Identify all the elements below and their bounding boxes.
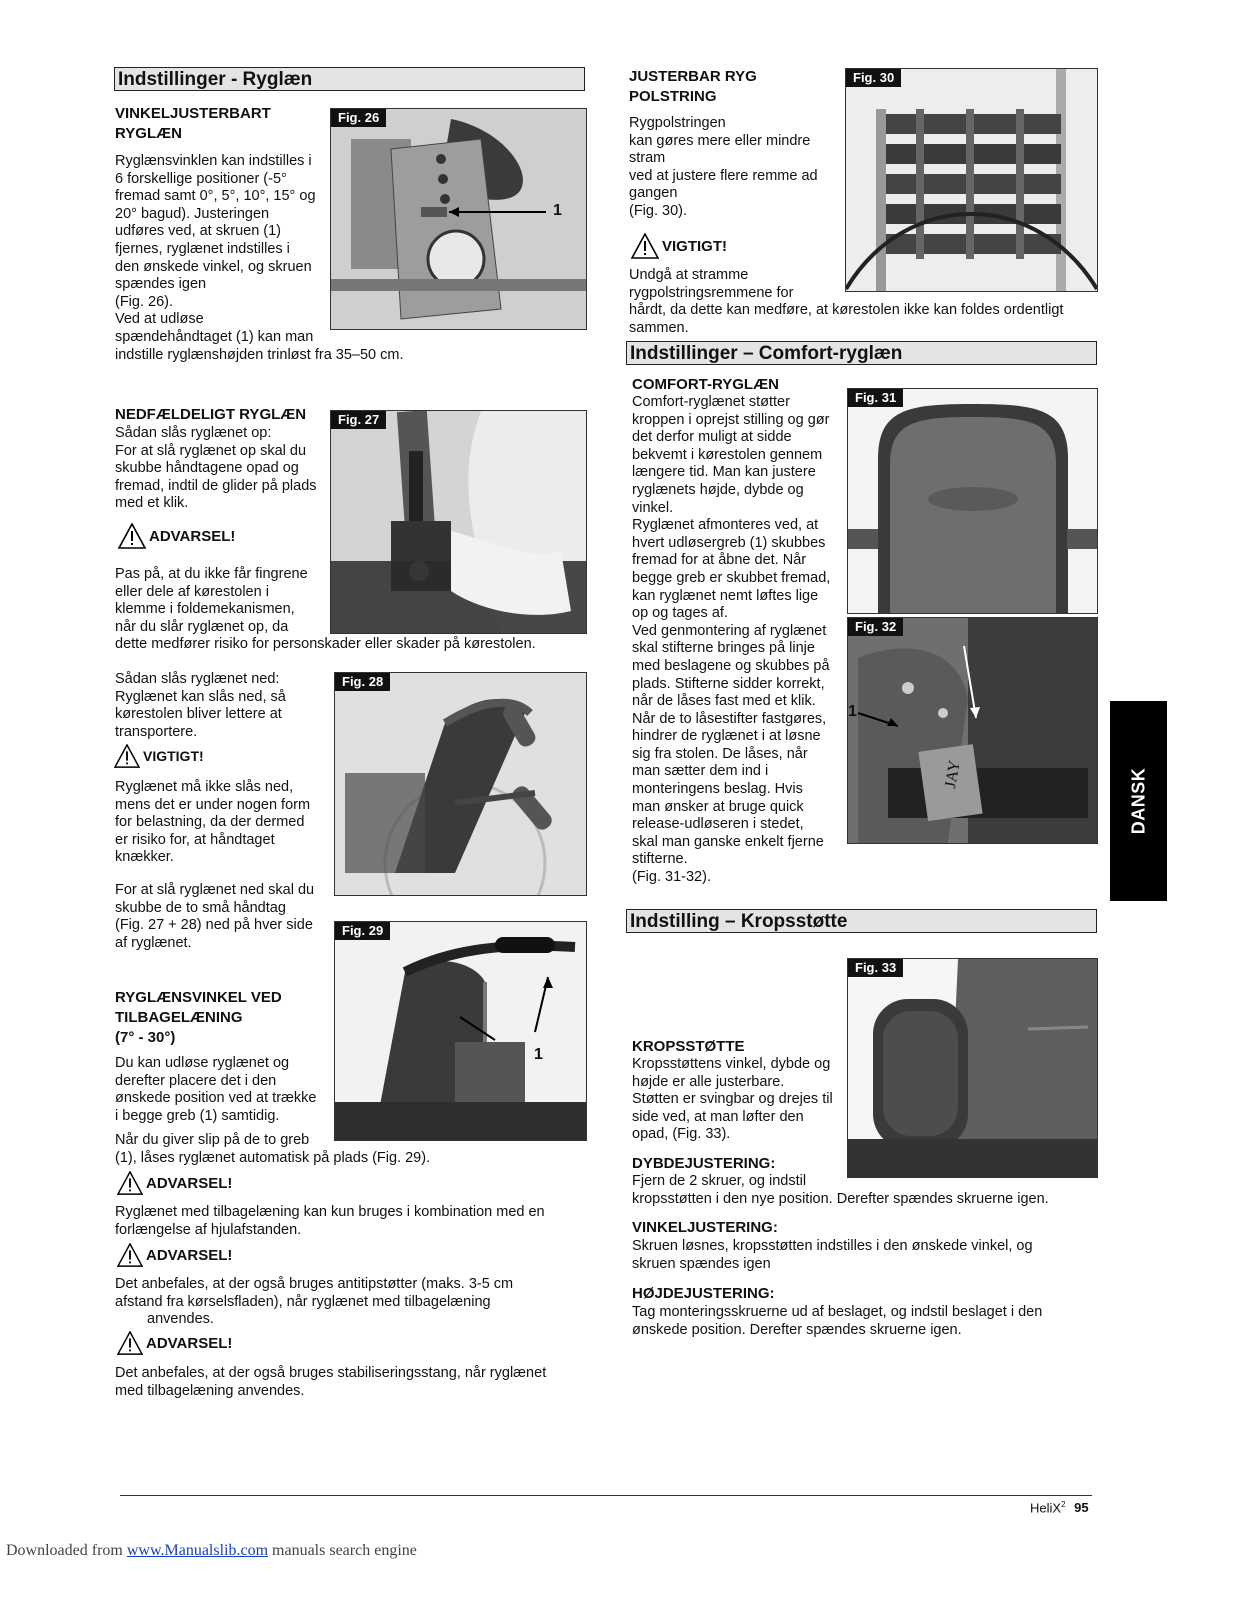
svg-text:JAY: JAY xyxy=(942,759,964,790)
figure-29 xyxy=(334,921,587,1141)
figure-29-photo xyxy=(335,922,586,1140)
warning-2: ADVARSEL! xyxy=(117,1243,232,1267)
figure-32-photo xyxy=(848,618,1097,843)
figure-33-photo xyxy=(848,959,1097,1177)
page-number: 95 xyxy=(1074,1500,1089,1516)
section-title-kropsstotte: Indstilling – Kropsstøtte xyxy=(626,909,1097,933)
figure-26-photo xyxy=(331,109,586,329)
warning-icon xyxy=(114,744,140,768)
warning-nedfaeld: ADVARSEL! xyxy=(118,523,235,549)
figure-30 xyxy=(845,68,1098,292)
figure-29-callout: 1 xyxy=(534,1046,543,1063)
text-vinkel: Ryglænsvinklen kan indstilles i 6 forskellige positioner (-5° fremad samt 0°, 5°, 10°, 15° og 20° bagud). Justeringen udføres ved, at skruen (1) fjernes, ryglænet indstilles i den ønskede vinkel, og skruen spændes igen (Fig. 26). Ved at udløse spændehåndtaget (1) kan man indstille ryglænshøjden trinløst fra 35–50 cm. xyxy=(115,153,404,363)
figure-33-label: Fig. 33 xyxy=(848,959,903,977)
figure-32 xyxy=(847,617,1098,844)
heading-comfort: COMFORT-RYGLÆN xyxy=(632,376,779,393)
figure-26-label: Fig. 26 xyxy=(331,109,386,127)
heading-nedfaeldeligt: NEDFÆLDELIGT RYGLÆN xyxy=(115,406,307,423)
important-justerbar: VIGTIGT! xyxy=(631,233,727,259)
figure-27 xyxy=(330,410,587,634)
warning-icon xyxy=(117,1331,143,1355)
figure-33 xyxy=(847,958,1098,1178)
text-warning-3: Det anbefales, at der også bruges stabiliseringsstang, når ryglænet med tilbagelæning anvendes. xyxy=(115,1365,547,1399)
warning-icon xyxy=(631,233,659,259)
important-ned: VIGTIGT! xyxy=(114,744,204,768)
heading-hojdejustering: HØJDEJUSTERING: xyxy=(632,1285,775,1302)
figure-28-photo xyxy=(335,673,586,895)
footer-page-info xyxy=(1030,1500,1089,1515)
text-ned-2: For at slå ryglænet ned skal du skubbe de to små håndtag (Fig. 27 + 28) ned på hver side af ryglænet. xyxy=(115,882,315,951)
figure-32-label: Fig. 32 xyxy=(848,618,903,636)
text-ned-important: Ryglænet må ikke slås ned, mens det er under nogen form for belastning, da der dermed er risiko for, at håndtaget knækker. xyxy=(115,779,311,866)
footer-superscript: 2 xyxy=(1061,1500,1066,1509)
text-warning-2: Det anbefales, at der også bruges antitipstøtter (maks. 3-5 cm afstand fra kørselsfladen), når ryglænet med tilbagelæning anvendes. xyxy=(115,1276,514,1328)
footer-divider xyxy=(120,1495,1092,1496)
heading-dybdejustering: DYBDEJUSTERING: xyxy=(632,1155,776,1172)
text-nedfaeld: Sådan slås ryglænet op: For at slå ryglænet op skal du skubbe håndtagene opad og fremad, indtil de glider på plads med et klik. xyxy=(115,425,317,512)
figure-26-callout: 1 xyxy=(553,202,562,219)
text-justerbar: Rygpolstringen kan gøres mere eller mindre stram ved at justere flere remme ad gangen (Fig. 30). xyxy=(629,115,818,219)
figure-30-photo xyxy=(846,69,1097,291)
heading-vinkeljustering: VINKELJUSTERING: xyxy=(632,1219,778,1236)
figure-28-label: Fig. 28 xyxy=(335,673,390,691)
figure-29-label: Fig. 29 xyxy=(335,922,390,940)
figure-27-photo xyxy=(331,411,586,633)
warning-icon xyxy=(117,1243,143,1267)
figure-31 xyxy=(847,388,1098,614)
heading-vinkeljusterbart: VINKELJUSTERBART RYGLÆN xyxy=(115,105,271,142)
text-hojdejustering: Tag monteringsskruerne ud af beslaget, og indstil beslaget i den ønskede position. Derefter spændes skruerne igen. xyxy=(632,1304,1043,1338)
text-ned: Sådan slås ryglænet ned: Ryglænet kan slås ned, så kørestolen bliver lettere at transportere. xyxy=(115,671,286,740)
text-vinkeljustering: Skruen løsnes, kropsstøtten indstilles i den ønskede vinkel, og skruen spændes igen xyxy=(632,1238,1033,1272)
text-tilbage: Du kan udløse ryglænet og derefter placere det i den ønskede position ved at trække i begge greb (1) samtidig. xyxy=(115,1055,317,1124)
figure-30-label: Fig. 30 xyxy=(846,69,901,87)
figure-28 xyxy=(334,672,587,896)
warning-icon xyxy=(118,523,146,549)
text-comfort: Comfort-ryglænet støtter kroppen i oprejst stilling og gør det derfor muligt at sidde bekvemt i kørestolen gennem længere tid. Man kan justere ryglænets højde, dybde og vinkel. Ryglænet afmonteres ved, at hvert udløsergreb (1) skubbes fremad for at åbne det. Når begge greb er skubbet fremad, kan ryglænet nemt løftes lige op og tages af. Ved genmontering af ryglænet skal stifterne bringes på linje med beslagene og skubbes på plads. Stifterne sidder korrekt, når de låses fast med et klik. Når de to låsestifter fastgøres, hindrer de ryglænet i at løsne sig fra stolen. De låses, når man sætter dem ind i monteringens beslag. Hvis man ønsker at bruge quick release-udløseren i stedet, skal man ganske enkelt fjerne stifterne. (Fig. 31-32). xyxy=(632,394,831,886)
text-dybdejustering: Fjern de 2 skruer, og indstil kropsstøtten i den nye position. Derefter spændes skruerne igen. xyxy=(632,1173,1049,1207)
text-warning-1: Ryglænet med tilbagelæning kan kun bruges i kombination med en forlængelse af hjulafstanden. xyxy=(115,1204,545,1238)
figure-31-label: Fig. 31 xyxy=(848,389,903,407)
section-title-comfort: Indstillinger – Comfort-ryglæn xyxy=(626,341,1097,365)
text-kropsstotte: Kropsstøttens vinkel, dybde og højde er alle justerbare. Støtten er svingbar og drejes til side ved, at man løfter den opad, (Fig. 33). xyxy=(632,1056,833,1143)
download-notice: Downloaded from www.Manualslib.com manuals search engine xyxy=(6,1542,417,1559)
footer-product: HeliX xyxy=(1030,1500,1062,1516)
heading-justerbar: JUSTERBAR RYG POLSTRING xyxy=(629,68,757,105)
text-tilbage-2: Når du giver slip på de to greb (1), låses ryglænet automatisk på plads (Fig. 29). xyxy=(115,1132,431,1166)
warning-1: ADVARSEL! xyxy=(117,1171,232,1195)
figure-27-label: Fig. 27 xyxy=(331,411,386,429)
warning-3: ADVARSEL! xyxy=(117,1331,232,1355)
figure-31-photo xyxy=(848,389,1097,613)
warning-icon xyxy=(117,1171,143,1195)
text-justerbar-important: Undgå at stramme rygpolstringsremmene for hårdt, da dette kan medføre, at kørestolen ikke kan foldes ordentligt sammen. xyxy=(629,267,1064,336)
heading-tilbage: RYGLÆNSVINKEL VED TILBAGELÆNING (7° - 30°) xyxy=(115,989,282,1046)
text-nedfaeld-warning: Pas på, at du ikke får fingrene eller dele af kørestolen i klemme i foldemekanismen, når du slår ryglænet op, da dette medfører risiko for personskader eller skader på kørestolen. xyxy=(115,566,536,653)
language-tab: DANSK xyxy=(1110,701,1167,901)
section-title-ryglaen: Indstillinger - Ryglæn xyxy=(114,67,585,91)
heading-kropsstotte: KROPSSTØTTE xyxy=(632,1038,745,1055)
figure-32-callout: 1 xyxy=(848,703,857,720)
manualslib-link[interactable]: www.Manualslib.com xyxy=(126,1542,269,1559)
figure-26 xyxy=(330,108,587,330)
